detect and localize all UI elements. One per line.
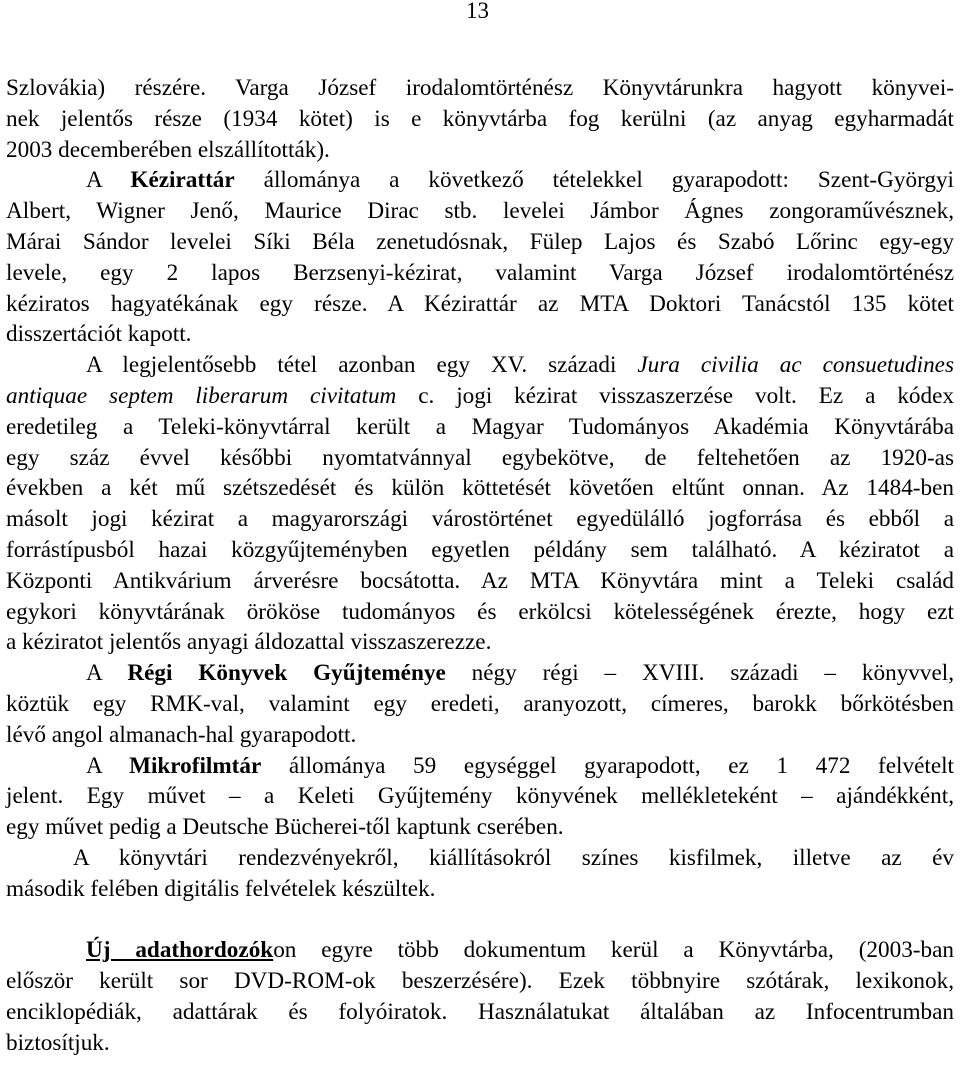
text-line: második felében digitális felvételek készültek. <box>6 875 436 902</box>
uj-adathordozok-heading: Új adathordozók <box>86 937 274 964</box>
text-line: Albert, Wigner Jenő, Maurice Dirac stb. levelei Jámbor Ágnes zongoraművésznek, <box>6 198 954 225</box>
text-run: on egyre több dokumentum kerül a Könyvtárba, (2003-ban <box>273 937 954 964</box>
text-run: négy régi – XVIII. századi – könyvvel, <box>445 660 955 687</box>
text-line <box>6 658 954 689</box>
text-run: A <box>86 752 130 779</box>
text-run: A legjelentősebb tétel azonban egy XV. századi <box>86 352 638 379</box>
text-line: a kéziratot jelentős anyagi áldozattal visszaszerezze. <box>6 629 492 656</box>
text-line <box>6 165 954 196</box>
text-line: Szlovákia) részére. Varga József irodalomtörténész Könyvtárunkra hagyott könyvei- <box>6 75 954 101</box>
book-title: Jura civilia ac consuetudines <box>637 352 954 379</box>
text-line: köztük egy RMK-val, valamint egy eredeti, aranyozott, címeres, barokk bőrkötésben <box>6 690 954 717</box>
text-line <box>6 935 954 966</box>
text-run: állománya a következő tételekkel gyarapodott: Szent-Györgyi <box>234 167 954 194</box>
text-line: Márai Sándor levelei Síki Béla zenetudósnak, Fülep Lajos és Szabó Lőrinc egy-egy <box>6 228 954 255</box>
text-line: biztosítjuk. <box>6 1029 110 1056</box>
text-line: levele, egy 2 lapos Berzsenyi-kézirat, valamint Varga József irodalomtörténész <box>6 259 954 286</box>
text-line: eredetileg a Teleki-könyvtárral került a Magyar Tudományos Akadémia Könyvtárába <box>6 413 954 440</box>
text-line <box>6 751 954 782</box>
text-line: először került sor DVD-ROM-ok beszerzésére). Ezek többnyire szótárak, lexikonok, <box>6 968 954 995</box>
text-line: években a két mű szétszedését és külön köttetését követően eltűnt onnan. Az 1484-ben <box>6 475 954 502</box>
text-line <box>6 350 954 381</box>
text-run: c. jogi kézirat visszaszerzése volt. Ez a kódex <box>396 382 954 409</box>
text-line: Központi Antikvárium árverésre bocsátotta. Az MTA Könyvtára mint a Teleki család <box>6 567 954 594</box>
text-line: lévő angol almanach-hal gyarapodott. <box>6 721 357 748</box>
text-line: egykori könyvtárának örököse tudományos és erkölcsi kötelességének érezte, hogy ezt <box>6 598 954 625</box>
text-line: enciklopédiák, adattárak és folyóiratok. Használatukat általában az Infocentrumban <box>6 998 954 1025</box>
text-line: kéziratos hagyatékának egy része. A Kézirattár az MTA Doktori Tanácstól 135 kötet <box>6 290 954 317</box>
document-body <box>6 73 954 1059</box>
text-run: A <box>86 167 131 194</box>
text-line: A könyvtári rendezvényekről, kiállításokról színes kisfilmek, illetve az év <box>73 844 954 871</box>
mikrofilmtar-heading: Mikrofilmtár <box>129 752 262 779</box>
text-run: állománya 59 egységgel gyarapodott, ez 1 472 felvételt <box>261 752 954 779</box>
text-line: disszertációt kapott. <box>6 321 192 348</box>
paragraph-gap <box>6 905 954 936</box>
text-line: nek jelentős része (1934 kötet) is e könyvtárba fog kerülni (az anyag egyharmadát <box>6 105 954 132</box>
text-line: másolt jogi kézirat a magyarországi várostörténet egyedülálló jogforrása és ebből a <box>6 506 954 533</box>
text-line: egy száz évvel későbbi nyomtatvánnyal egybekötve, de feltehetően az 1920-as <box>6 444 954 471</box>
text-run: A <box>86 660 128 687</box>
book-title-cont: antiquae septem liberarum civitatum <box>6 382 397 409</box>
text-line <box>6 381 954 412</box>
text-line: forrástípusból hazai közgyűjteményben egyetlen példány sem található. A kéziratot a <box>6 536 954 563</box>
text-line: jelent. Egy művet – a Keleti Gyűjtemény könyvének mellékleteként – ajándékként, <box>6 783 954 810</box>
regi-konyvek-heading: Régi Könyvek Gyűjteménye <box>127 660 446 687</box>
text-line: egy művet pedig a Deutsche Bücherei-től kaptunk cserében. <box>6 814 564 841</box>
page-number: 13 <box>466 0 489 23</box>
kezirattar-heading: Kézirattár <box>130 167 235 194</box>
text-line: 2003 decemberében elszállították). <box>6 136 330 163</box>
